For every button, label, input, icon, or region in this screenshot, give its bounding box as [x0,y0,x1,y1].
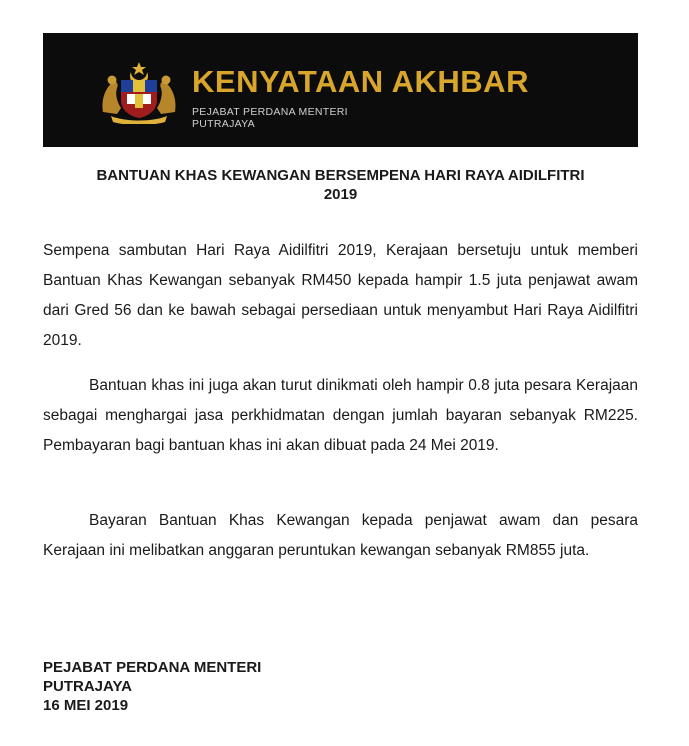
signature-place: PUTRAJAYA [43,678,132,695]
banner-subtitle [192,106,348,130]
banner-subtitle-place: PUTRAJAYA [192,118,255,130]
signature-date: 16 MEI 2019 [43,697,129,714]
paragraph-1: Sempena sambutan Hari Raya Aidilfitri 2019, Kerajaan bersetuju untuk memberi Bantuan Khas Kewangan sebanyak RM450 kepada hampir 1.5 juta penjawat awam dari Gred 56 dan ke bawah sebagai persediaan untuk menyambut Hari Raya Aidilfitri 2019. [43,242,638,349]
press-release-banner [43,33,638,147]
document-title-line1: BANTUAN KHAS KEWANGAN BERSEMPENA HARI RAYA AIDILFITRI [96,167,585,184]
signature-office: PEJABAT PERDANA MENTERI [43,659,262,676]
coat-of-arms-icon [97,60,181,124]
document-title-line2: 2019 [323,186,358,203]
document-title [43,166,638,204]
signature-block [43,658,261,715]
paragraph-2: Bantuan khas ini juga akan turut dinikmati oleh hampir 0.8 juta pesara Kerajaan sebagai menghargai jasa perkhidmatan dengan jumlah bayaran sebanyak RM225. Pembayaran bagi bantuan khas ini akan dibuat pada 24 Mei 2019. [43,377,638,454]
banner-subtitle-office: PEJABAT PERDANA MENTERI [192,106,348,118]
paragraph-3: Bayaran Bantuan Khas Kewangan kepada penjawat awam dan pesara Kerajaan ini melibatkan anggaran peruntukan kewangan sebanyak RM855 juta. [43,512,638,559]
banner-title: KENYATAAN AKHBAR [192,64,529,99]
